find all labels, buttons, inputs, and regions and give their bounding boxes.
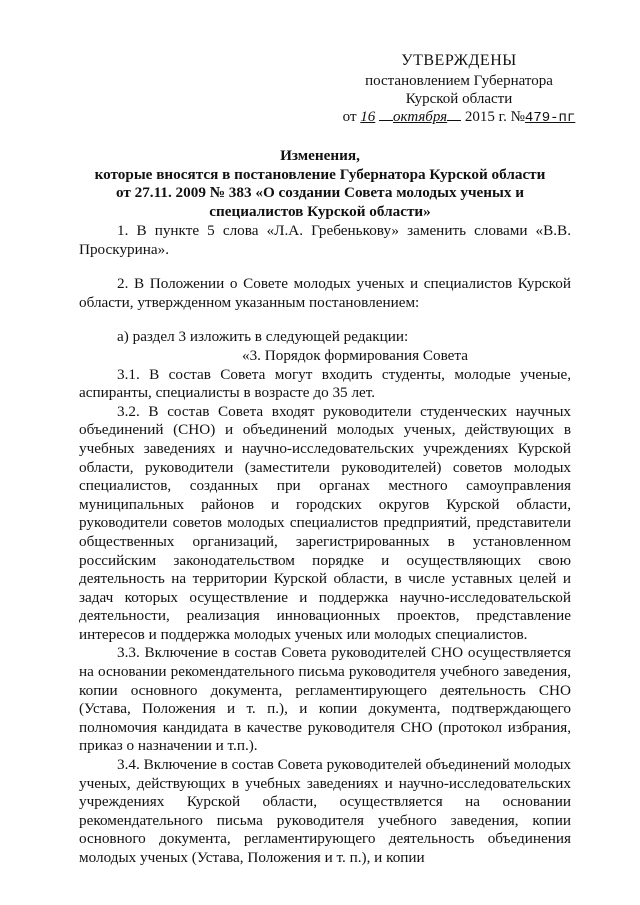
day-underline	[379, 108, 393, 121]
approval-line-1: постановлением Губернатора	[365, 73, 553, 89]
paragraph-3-3: 3.3. Включение в состав Совета руководителей СНО осуществляется на основании рекомендательного письма руководителя учебного заведения, копии основного документа, регламентирующего деятельность СНО (Устава, Положения и т. п.), и копии документа, подтверждающего полномочия кандидата в качестве руководителя СНО (протокол избрания, приказ о назначении и т.п.).	[79, 644, 571, 755]
heading-line-1: Изменения,	[280, 147, 360, 164]
paragraph-3-2: 3.2. В состав Совета входят руководители студенческих научных объединений (СНО) и объединений молодых ученых, действующих в учебных заведениях и научно-исследовательских учреждениях Курской области, руководители (заместители руководителей) советов молодых специалистов, созданных при органах местного самоуправления муниципальных районов и городских округов Курской области, руководители советов молодых специалистов предприятий, представители общественных организаций, зарегистрированных в установленном российским законодательством порядке и осуществляющих свою деятельность на территории Курской области, в числе уставных целей и задач которых осуществление и поддержка научно-исследовательской деятельности, реализация инновационных проектов, представление интересов и поддержка молодых ученых или молодых специалистов.	[79, 402, 571, 643]
approval-date	[336, 108, 582, 127]
paragraph-3-1: 3.1. В состав Совета могут входить студенты, молодые ученые, аспиранты, специалисты в возрасте до 35 лет.	[79, 365, 571, 402]
paragraph-3-4: 3.4. Включение в состав Совета руководителей объединений молодых ученых, действующих в учебных заведениях и научно-исследовательских учреждениях Курской области, осуществляется на основании рекомендательного письма руководителя учебного заведения, копии основного документа, регламентирующего деятельность объединения молодых ученых (Устава, Положения и т. п.), и копии	[79, 756, 571, 866]
document-body	[79, 222, 571, 868]
item-2: 2. В Положении о Совете молодых ученых и специалистов Курской области, утвержденном указанным постановлением:	[79, 275, 571, 311]
heading-line-4: специалистов Курской области»	[209, 202, 431, 220]
heading-line-3: от 27.11. 2009 № 383 «О создании Совета молодых ученых и	[115, 184, 525, 201]
section-title: «3. Порядок формирования Совета	[241, 346, 468, 364]
date-day: 16	[360, 109, 376, 125]
approval-stamp	[336, 52, 582, 127]
document-heading	[80, 147, 560, 221]
date-year: 2015 г.	[464, 109, 507, 125]
item-1: 1. В пункте 5 слова «Л.А. Гребенькову» заменить словами «В.В. Проскурина».	[79, 222, 571, 258]
month-underline	[447, 108, 461, 121]
heading-line-2: которые вносятся в постановление Губернатора Курской области	[94, 165, 546, 183]
approval-title: УТВЕРЖДЕНЫ	[401, 52, 517, 69]
approval-line-2: Курской области	[405, 91, 513, 107]
decree-number: 479-пг	[524, 110, 576, 126]
sub-item-a: а) раздел 3 изложить в следующей редакции:	[117, 328, 409, 346]
number-prefix: №	[510, 109, 525, 125]
date-month: октября	[393, 109, 448, 125]
date-prefix: от	[342, 109, 357, 125]
